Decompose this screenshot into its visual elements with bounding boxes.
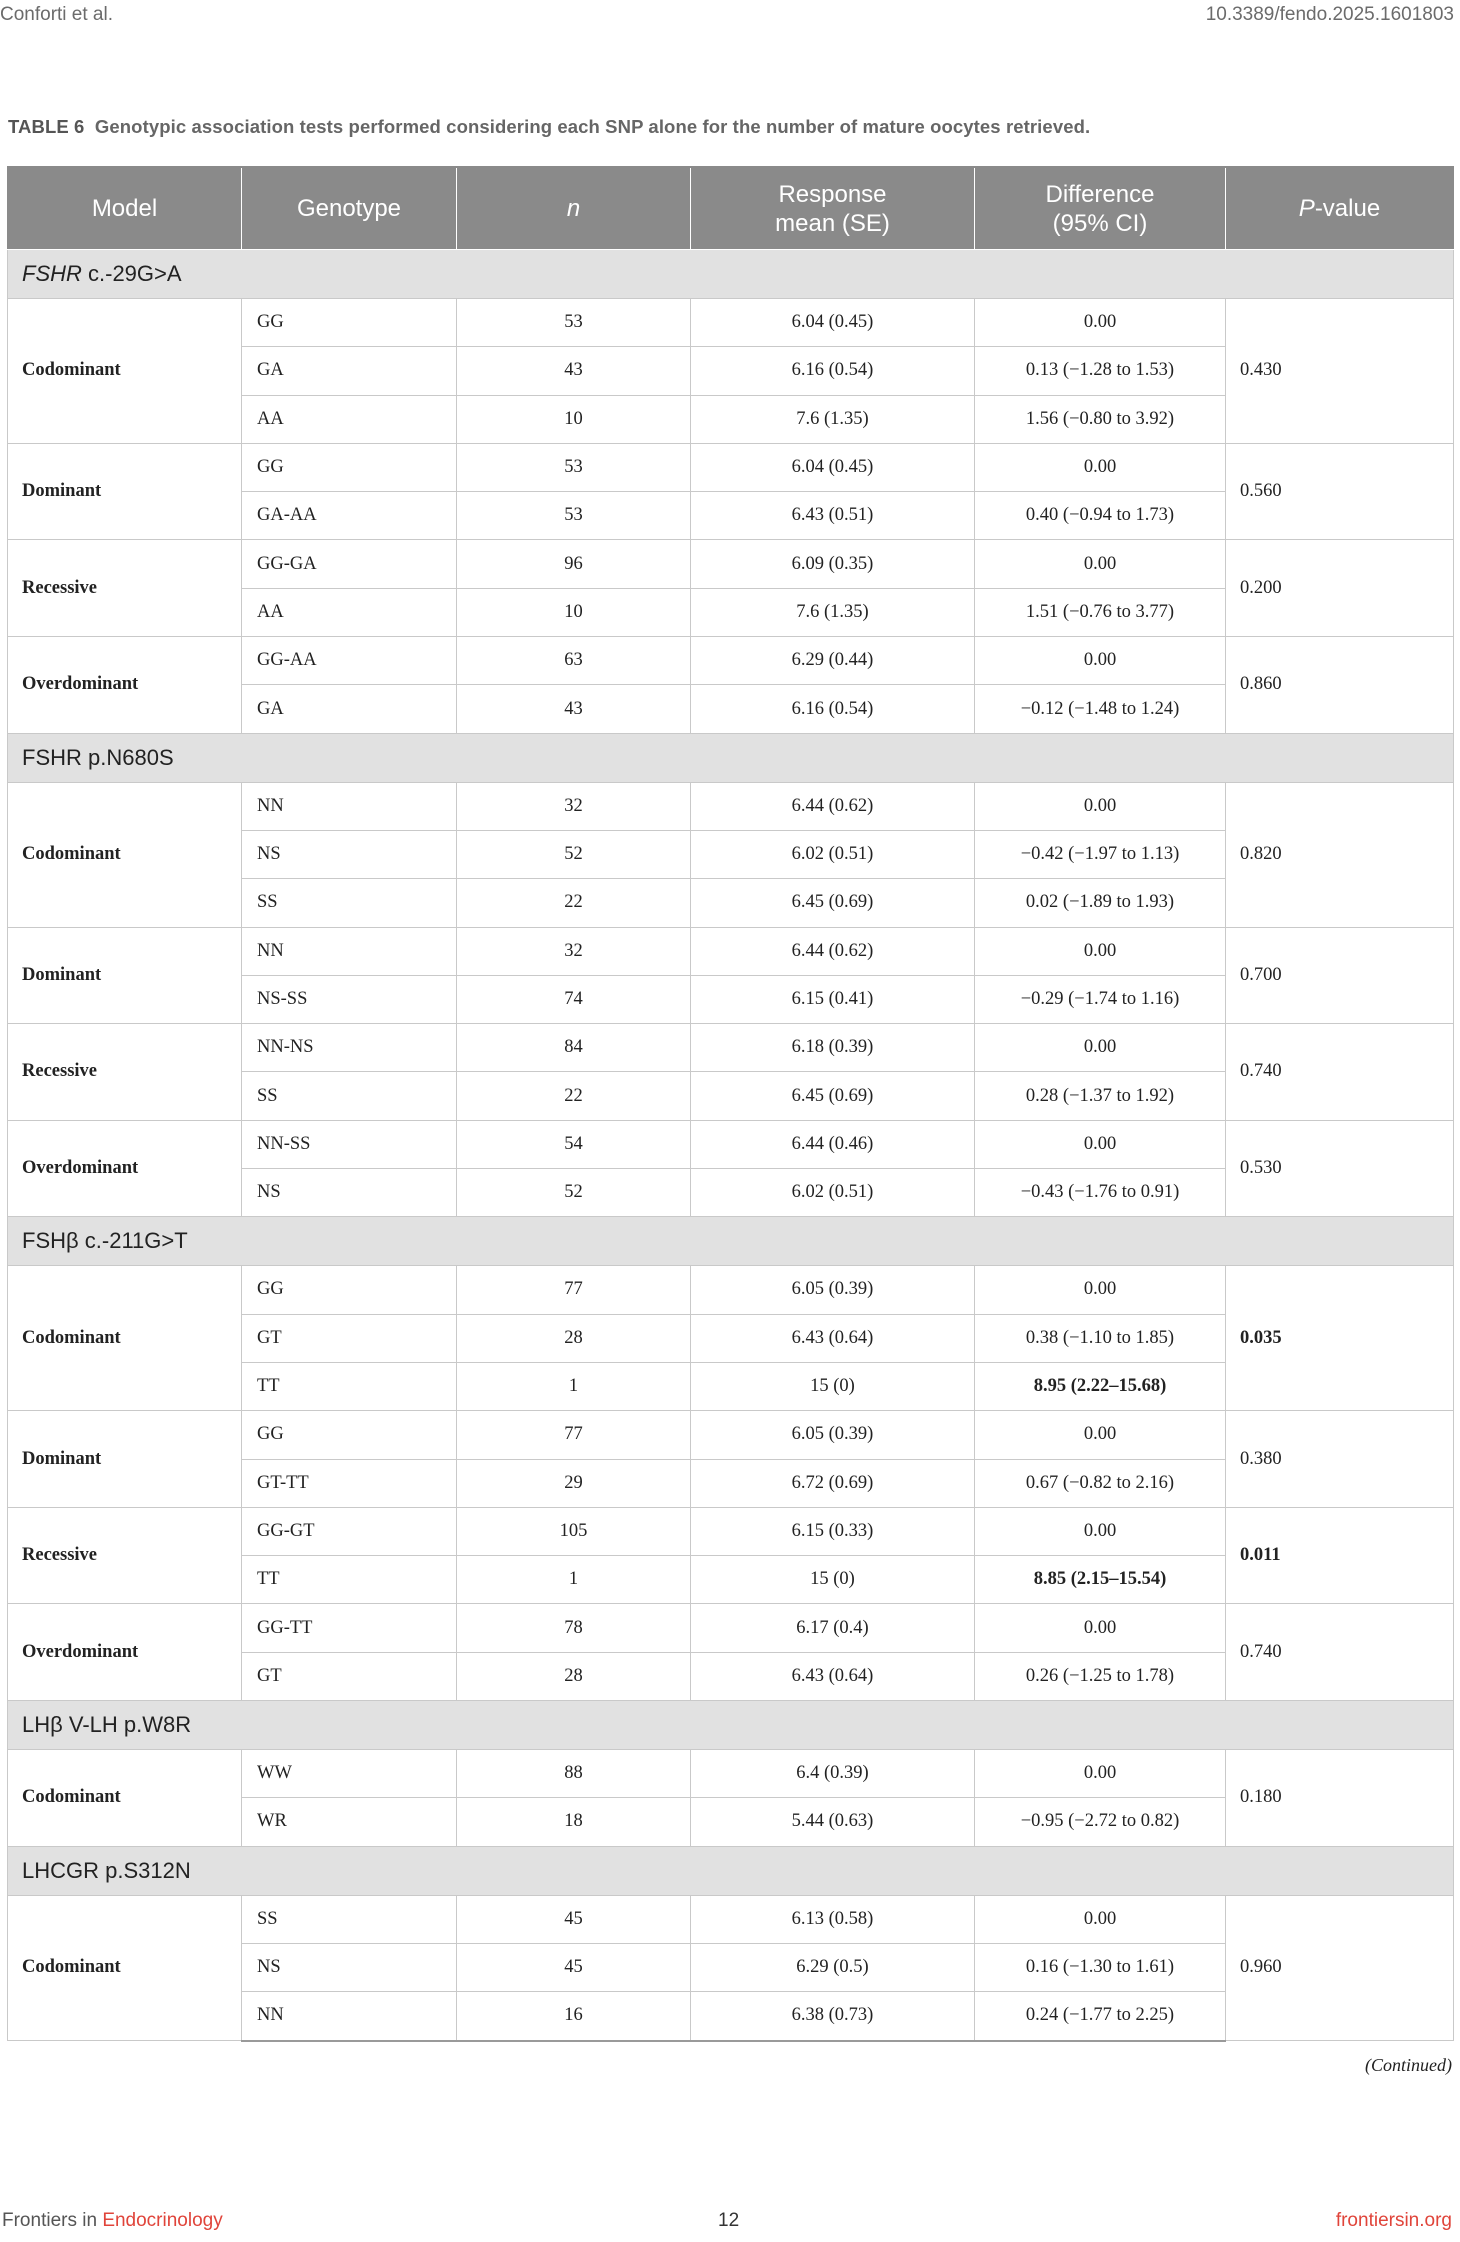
- genotype-cell: NN-SS: [242, 1120, 457, 1168]
- table-caption: [8, 116, 1090, 138]
- genotype-cell: NN: [242, 1992, 457, 2041]
- model-cell: Codominant: [8, 1266, 242, 1411]
- table-row: [8, 927, 1454, 975]
- model-cell: Codominant: [8, 1895, 242, 2040]
- model-cell: Recessive: [8, 540, 242, 637]
- table-row: [8, 1507, 1454, 1555]
- mean-se-cell: 6.16 (0.54): [691, 685, 975, 733]
- difference-ci-cell: −0.29 (−1.74 to 1.16): [975, 975, 1226, 1023]
- difference-ci-cell: 0.02 (−1.89 to 1.93): [975, 879, 1226, 927]
- genotype-cell: GG-GT: [242, 1507, 457, 1555]
- header-mean-line2: mean (SE): [775, 209, 890, 237]
- genotype-cell: TT: [242, 1362, 457, 1410]
- snp-group-label: [8, 250, 1454, 299]
- mean-se-cell: 6.17 (0.4): [691, 1604, 975, 1652]
- table-row: [8, 540, 1454, 588]
- genotype-cell: TT: [242, 1556, 457, 1604]
- header-p-value: [1226, 167, 1454, 250]
- difference-ci-cell: 0.00: [975, 1411, 1226, 1459]
- n-cell: 96: [457, 540, 691, 588]
- n-cell: 53: [457, 299, 691, 347]
- mean-se-cell: 15 (0): [691, 1362, 975, 1410]
- n-cell: 88: [457, 1750, 691, 1798]
- table-caption-text: Genotypic association tests performed considering each SNP alone for the number of mature oocytes retrieved.: [94, 116, 1091, 137]
- n-cell: 45: [457, 1943, 691, 1991]
- p-value-cell: 0.180: [1226, 1750, 1454, 1847]
- n-cell: 45: [457, 1895, 691, 1943]
- snp-group-row: [8, 1846, 1454, 1895]
- mean-se-cell: 6.29 (0.44): [691, 637, 975, 685]
- mean-se-cell: 6.15 (0.41): [691, 975, 975, 1023]
- genotype-cell: GG: [242, 1266, 457, 1314]
- mean-se-cell: 6.43 (0.64): [691, 1314, 975, 1362]
- footer-site: frontiersin.org: [1335, 2210, 1452, 2231]
- table-row: [8, 1604, 1454, 1652]
- table-row: [8, 782, 1454, 830]
- p-value-cell: 0.960: [1226, 1895, 1454, 2040]
- genotype-cell: GG-TT: [242, 1604, 457, 1652]
- p-value-cell: 0.740: [1226, 1024, 1454, 1121]
- difference-ci-cell: −0.43 (−1.76 to 0.91): [975, 1169, 1226, 1217]
- genotype-association-table: [7, 166, 1454, 2042]
- table-row: [8, 299, 1454, 347]
- genotype-cell: WR: [242, 1798, 457, 1846]
- n-cell: 29: [457, 1459, 691, 1507]
- p-value-cell: 0.740: [1226, 1604, 1454, 1701]
- difference-ci-cell: 8.95 (2.22–15.68): [975, 1362, 1226, 1410]
- difference-ci-cell: 0.26 (−1.25 to 1.78): [975, 1652, 1226, 1700]
- p-value-cell: 0.035: [1226, 1266, 1454, 1411]
- model-cell: Recessive: [8, 1507, 242, 1604]
- mean-se-cell: 6.02 (0.51): [691, 830, 975, 878]
- model-cell: Dominant: [8, 1411, 242, 1508]
- model-cell: Codominant: [8, 782, 242, 927]
- table-body: [8, 250, 1454, 2041]
- difference-ci-cell: 0.00: [975, 1604, 1226, 1652]
- footer-journal-prefix: Frontiers in: [2, 2210, 103, 2231]
- mean-se-cell: 6.38 (0.73): [691, 1992, 975, 2041]
- snp-group-row: [8, 1701, 1454, 1750]
- n-cell: 52: [457, 830, 691, 878]
- model-cell: Overdominant: [8, 1604, 242, 1701]
- difference-ci-cell: 0.67 (−0.82 to 2.16): [975, 1459, 1226, 1507]
- mean-se-cell: 6.09 (0.35): [691, 540, 975, 588]
- running-head-author: Conforti et al.: [0, 4, 113, 25]
- mean-se-cell: 6.05 (0.39): [691, 1266, 975, 1314]
- difference-ci-cell: 0.00: [975, 1120, 1226, 1168]
- model-cell: Recessive: [8, 1024, 242, 1121]
- difference-ci-cell: 0.00: [975, 1750, 1226, 1798]
- footer-page-number: 12: [718, 2210, 740, 2231]
- table-row: [8, 1266, 1454, 1314]
- table-row: [8, 443, 1454, 491]
- mean-se-cell: 6.04 (0.45): [691, 443, 975, 491]
- n-cell: 10: [457, 395, 691, 443]
- snp-variant-label: FSHR p.N680S: [22, 744, 174, 770]
- p-value-cell: 0.380: [1226, 1411, 1454, 1508]
- mean-se-cell: 6.05 (0.39): [691, 1411, 975, 1459]
- snp-group-row: [8, 1217, 1454, 1266]
- n-cell: 54: [457, 1120, 691, 1168]
- difference-ci-cell: 0.28 (−1.37 to 1.92): [975, 1072, 1226, 1120]
- p-value-cell: 0.430: [1226, 299, 1454, 444]
- mean-se-cell: 6.44 (0.46): [691, 1120, 975, 1168]
- header-mean-line1: Response: [778, 180, 887, 208]
- header-p-rest: -value: [1314, 195, 1381, 222]
- continued-note: (Continued): [1365, 2055, 1452, 2075]
- genotype-cell: GG: [242, 1411, 457, 1459]
- p-value-cell: 0.011: [1226, 1507, 1454, 1604]
- genotype-cell: NS: [242, 1943, 457, 1991]
- p-value-cell: 0.820: [1226, 782, 1454, 927]
- n-cell: 78: [457, 1604, 691, 1652]
- snp-variant-label: LHCGR p.S312N: [22, 1857, 191, 1883]
- p-value-cell: 0.560: [1226, 443, 1454, 540]
- mean-se-cell: 6.02 (0.51): [691, 1169, 975, 1217]
- n-cell: 22: [457, 879, 691, 927]
- n-cell: 105: [457, 1507, 691, 1555]
- mean-se-cell: 6.4 (0.39): [691, 1750, 975, 1798]
- mean-se-cell: 6.18 (0.39): [691, 1024, 975, 1072]
- mean-se-cell: 6.44 (0.62): [691, 782, 975, 830]
- mean-se-cell: 6.43 (0.64): [691, 1652, 975, 1700]
- snp-variant-label: c.-29G>A: [81, 261, 182, 286]
- n-cell: 18: [457, 1798, 691, 1846]
- genotype-cell: GT: [242, 1652, 457, 1700]
- snp-group-label: [8, 1701, 1454, 1750]
- n-cell: 53: [457, 443, 691, 491]
- difference-ci-cell: 0.40 (−0.94 to 1.73): [975, 492, 1226, 540]
- mean-se-cell: 15 (0): [691, 1556, 975, 1604]
- difference-ci-cell: 0.00: [975, 927, 1226, 975]
- p-value-cell: 0.700: [1226, 927, 1454, 1024]
- genotype-cell: AA: [242, 395, 457, 443]
- n-cell: 28: [457, 1652, 691, 1700]
- difference-ci-cell: 0.38 (−1.10 to 1.85): [975, 1314, 1226, 1362]
- n-cell: 43: [457, 685, 691, 733]
- difference-ci-cell: 1.51 (−0.76 to 3.77): [975, 588, 1226, 636]
- mean-se-cell: 6.44 (0.62): [691, 927, 975, 975]
- genotype-cell: NS: [242, 830, 457, 878]
- genotype-cell: NN: [242, 782, 457, 830]
- snp-group-label: [8, 733, 1454, 782]
- n-cell: 32: [457, 927, 691, 975]
- table-caption-label: TABLE 6: [8, 116, 85, 137]
- difference-ci-cell: 1.56 (−0.80 to 3.92): [975, 395, 1226, 443]
- n-cell: 10: [457, 588, 691, 636]
- snp-gene-italic: FSHR: [22, 261, 82, 286]
- genotype-cell: GA: [242, 347, 457, 395]
- snp-variant-label: FSHβ c.-211G>T: [22, 1228, 188, 1254]
- mean-se-cell: 7.6 (1.35): [691, 395, 975, 443]
- table-row: [8, 1750, 1454, 1798]
- snp-group-label: [8, 1846, 1454, 1895]
- n-cell: 74: [457, 975, 691, 1023]
- genotype-cell: GG: [242, 299, 457, 347]
- p-value-cell: 0.860: [1226, 637, 1454, 734]
- snp-variant-label: LHβ V-LH p.W8R: [22, 1712, 192, 1738]
- footer-journal-name: Endocrinology: [102, 2210, 223, 2231]
- n-cell: 53: [457, 492, 691, 540]
- difference-ci-cell: 0.00: [975, 637, 1226, 685]
- genotype-cell: NN-NS: [242, 1024, 457, 1072]
- difference-ci-cell: −0.95 (−2.72 to 0.82): [975, 1798, 1226, 1846]
- model-cell: Codominant: [8, 1750, 242, 1847]
- difference-ci-cell: 0.16 (−1.30 to 1.61): [975, 1943, 1226, 1991]
- mean-se-cell: 6.43 (0.51): [691, 492, 975, 540]
- header-n-label: n: [566, 195, 581, 222]
- difference-ci-cell: 0.13 (−1.28 to 1.53): [975, 347, 1226, 395]
- genotype-cell: SS: [242, 879, 457, 927]
- table-row: [8, 1411, 1454, 1459]
- genotype-cell: NS-SS: [242, 975, 457, 1023]
- model-cell: Dominant: [8, 927, 242, 1024]
- n-cell: 32: [457, 782, 691, 830]
- snp-group-row: [8, 733, 1454, 782]
- header-n: [457, 167, 691, 250]
- table-row: [8, 1024, 1454, 1072]
- p-value-cell: 0.530: [1226, 1120, 1454, 1217]
- n-cell: 1: [457, 1362, 691, 1410]
- mean-se-cell: 6.45 (0.69): [691, 1072, 975, 1120]
- n-cell: 22: [457, 1072, 691, 1120]
- snp-group-label: [8, 1217, 1454, 1266]
- n-cell: 28: [457, 1314, 691, 1362]
- mean-se-cell: 6.04 (0.45): [691, 299, 975, 347]
- n-cell: 84: [457, 1024, 691, 1072]
- difference-ci-cell: −0.12 (−1.48 to 1.24): [975, 685, 1226, 733]
- difference-ci-cell: 0.00: [975, 1507, 1226, 1555]
- difference-ci-cell: 0.00: [975, 782, 1226, 830]
- difference-ci-cell: 0.00: [975, 540, 1226, 588]
- header-diff-line2: (95% CI): [1052, 209, 1148, 237]
- difference-ci-cell: 0.00: [975, 1024, 1226, 1072]
- page-footer: [0, 2208, 1460, 2238]
- model-cell: Overdominant: [8, 1120, 242, 1217]
- header-difference: [975, 167, 1226, 250]
- header-genotype: Genotype: [242, 167, 457, 250]
- snp-group-row: [8, 250, 1454, 299]
- mean-se-cell: 7.6 (1.35): [691, 588, 975, 636]
- n-cell: 63: [457, 637, 691, 685]
- table-row: [8, 1120, 1454, 1168]
- model-cell: Codominant: [8, 299, 242, 444]
- difference-ci-cell: 0.00: [975, 1895, 1226, 1943]
- genotype-cell: GT-TT: [242, 1459, 457, 1507]
- genotype-cell: NN: [242, 927, 457, 975]
- mean-se-cell: 6.72 (0.69): [691, 1459, 975, 1507]
- running-head-doi: 10.3389/fendo.2025.1601803: [1205, 4, 1454, 25]
- mean-se-cell: 6.29 (0.5): [691, 1943, 975, 1991]
- n-cell: 43: [457, 347, 691, 395]
- n-cell: 77: [457, 1411, 691, 1459]
- difference-ci-cell: 0.00: [975, 443, 1226, 491]
- genotype-cell: GA: [242, 685, 457, 733]
- header-p-italic: P: [1298, 195, 1315, 222]
- genotype-cell: GT: [242, 1314, 457, 1362]
- difference-ci-cell: 0.24 (−1.77 to 2.25): [975, 1992, 1226, 2041]
- difference-ci-cell: −0.42 (−1.97 to 1.13): [975, 830, 1226, 878]
- difference-ci-cell: 0.00: [975, 299, 1226, 347]
- header-model: Model: [8, 167, 242, 250]
- genotype-cell: WW: [242, 1750, 457, 1798]
- n-cell: 1: [457, 1556, 691, 1604]
- mean-se-cell: 6.15 (0.33): [691, 1507, 975, 1555]
- header-response-mean: [691, 167, 975, 250]
- n-cell: 52: [457, 1169, 691, 1217]
- genotype-cell: SS: [242, 1895, 457, 1943]
- genotype-cell: GG-GA: [242, 540, 457, 588]
- p-value-cell: 0.200: [1226, 540, 1454, 637]
- genotype-cell: GA-AA: [242, 492, 457, 540]
- footer-journal: [2, 2210, 223, 2232]
- genotype-cell: AA: [242, 588, 457, 636]
- table-row: [8, 1895, 1454, 1943]
- table-row: [8, 637, 1454, 685]
- genotype-cell: SS: [242, 1072, 457, 1120]
- model-cell: Dominant: [8, 443, 242, 540]
- difference-ci-cell: 0.00: [975, 1266, 1226, 1314]
- mean-se-cell: 6.13 (0.58): [691, 1895, 975, 1943]
- mean-se-cell: 5.44 (0.63): [691, 1798, 975, 1846]
- n-cell: 77: [457, 1266, 691, 1314]
- model-cell: Overdominant: [8, 637, 242, 734]
- running-head: [0, 2, 1460, 32]
- genotype-cell: GG: [242, 443, 457, 491]
- genotype-cell: NS: [242, 1169, 457, 1217]
- mean-se-cell: 6.45 (0.69): [691, 879, 975, 927]
- difference-ci-cell: 8.85 (2.15–15.54): [975, 1556, 1226, 1604]
- header-diff-line1: Difference: [1045, 180, 1155, 208]
- n-cell: 16: [457, 1992, 691, 2041]
- mean-se-cell: 6.16 (0.54): [691, 347, 975, 395]
- table-header-row: [8, 167, 1454, 250]
- genotype-cell: GG-AA: [242, 637, 457, 685]
